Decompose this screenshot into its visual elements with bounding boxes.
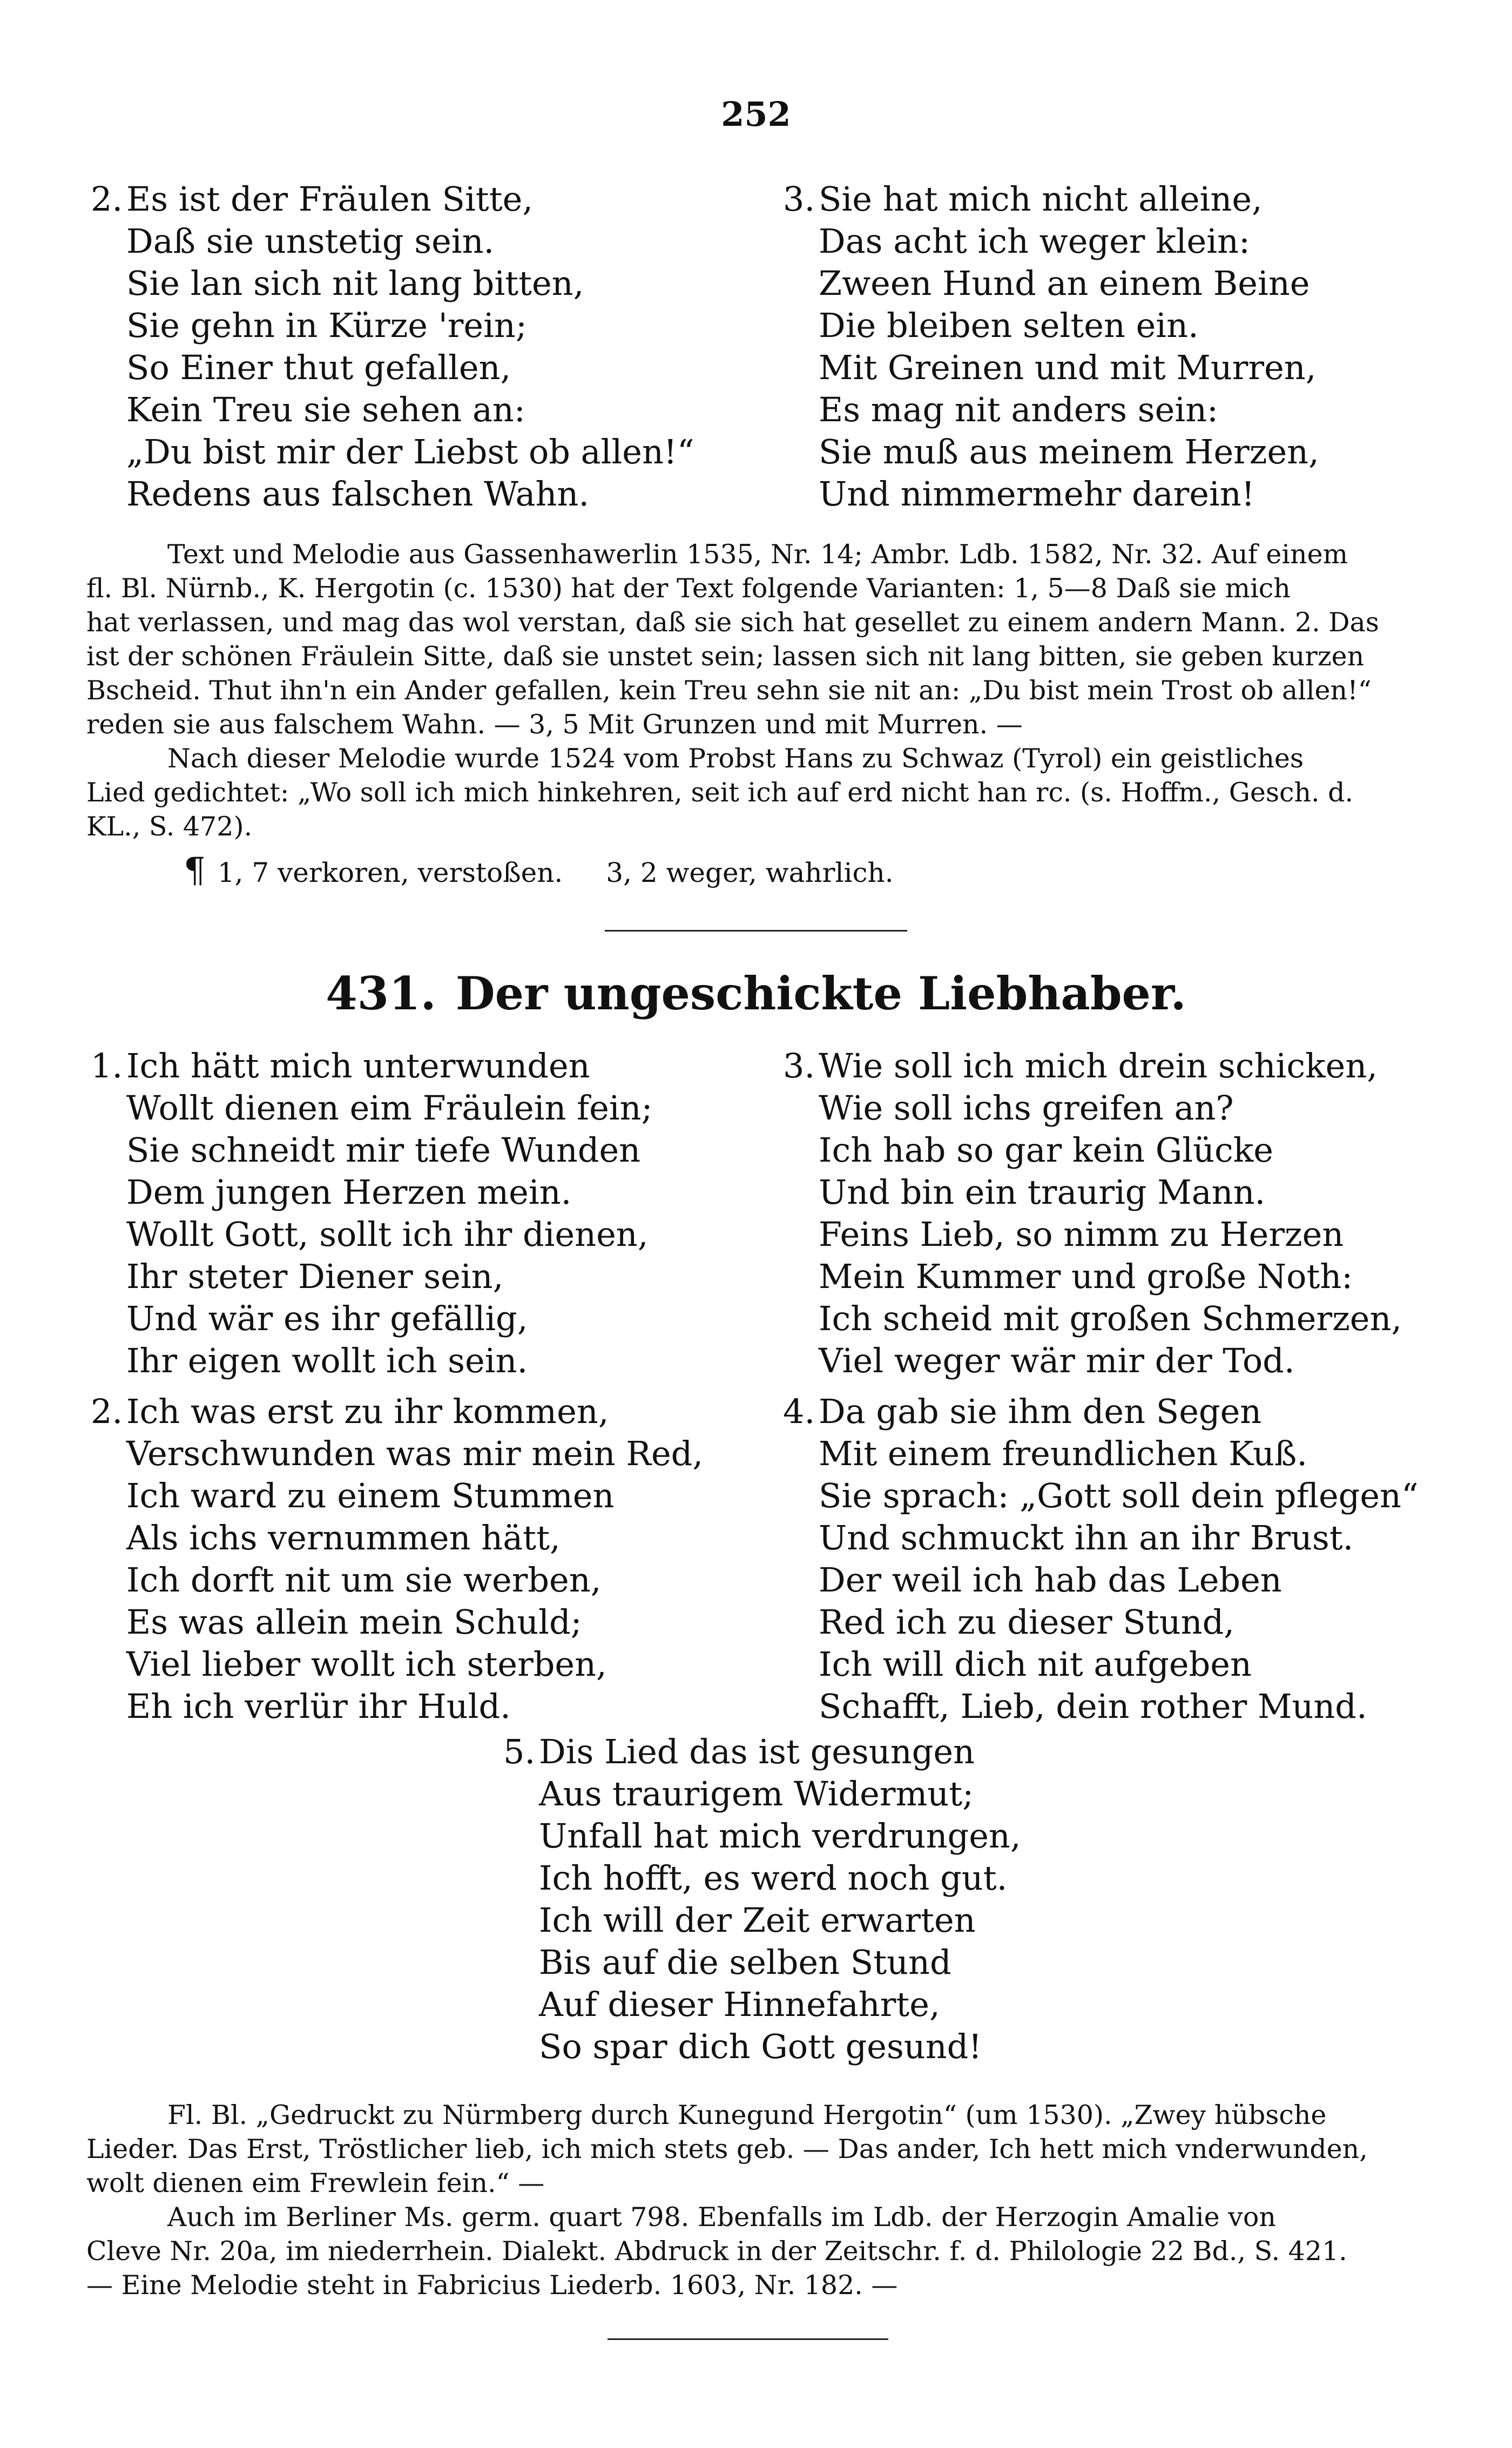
verse-line: Viel lieber wollt ich sterben, bbox=[126, 1644, 607, 1684]
note-line: Auch im Berliner Ms. germ. quart 798. Ebenfalls im Ldb. der Herzogin Amalie von bbox=[167, 2202, 1276, 2233]
note-line: fl. Bl. Nürnb., K. Hergotin (c. 1530) hat der Text folgende Varianten: 1, 5—8 Daß sie mich bbox=[86, 573, 1291, 604]
verse-line: Feins Lieb, so nimm zu Herzen bbox=[819, 1215, 1344, 1254]
verse-line: Ihr eigen wollt ich sein. bbox=[126, 1341, 528, 1380]
section-divider bbox=[605, 930, 907, 932]
stanza-number: 3. bbox=[783, 1046, 815, 1085]
verse-line: Sie gehn in Kürze 'rein; bbox=[126, 306, 527, 345]
verse-line: Ich hab so gar kein Glücke bbox=[819, 1130, 1273, 1170]
verse-line: Ihr steter Diener sein, bbox=[126, 1257, 504, 1296]
stanza-1 bbox=[91, 1045, 652, 1382]
note-line: Text und Melodie aus Gassenhawerlin 1535, Nr. 14; Ambr. Ldb. 1582, Nr. 32. Auf einem bbox=[167, 539, 1348, 570]
stanza-2 bbox=[91, 1391, 703, 1728]
stanza-3 bbox=[783, 1045, 1402, 1382]
verse-line: Der weil ich hab das Leben bbox=[819, 1560, 1282, 1600]
verse-line: Redens aus falschen Wahn. bbox=[126, 474, 590, 514]
verse-line: Wie soll ichs greifen an? bbox=[819, 1088, 1234, 1128]
note-line: Lieder. Das Erst, Tröstlicher lieb, ich mich stets geb. — Das ander, Ich hett mich vnderwunden, bbox=[86, 2134, 1368, 2164]
stanza-number: 4. bbox=[783, 1392, 815, 1431]
stanza-5 bbox=[503, 1731, 1021, 2068]
verse-line: Das acht ich weger klein: bbox=[819, 221, 1250, 261]
verse-line: Bis auf die selben Stund bbox=[539, 1943, 951, 1982]
verse-line: Sie sprach: „Gott soll dein pflegen“ bbox=[819, 1476, 1419, 1515]
verse-line: Ich scheid mit großen Schmerzen, bbox=[819, 1299, 1402, 1338]
verse-line: Sie lan sich nit lang bitten, bbox=[126, 264, 584, 303]
closing-divider bbox=[608, 2338, 888, 2340]
verse-line: Es was allein mein Schuld; bbox=[126, 1602, 582, 1642]
gloss-entry: 1, 7 verkoren, verstoßen. bbox=[217, 857, 563, 888]
verse-line: Kein Treu sie sehen an: bbox=[126, 390, 525, 429]
song-title-text: Der ungeschickte Liebhaber. bbox=[455, 967, 1186, 1020]
verse-line: Ich hofft, es werd noch gut. bbox=[539, 1858, 1008, 1898]
song-number: 431. bbox=[326, 967, 436, 1020]
note-line: Lied gedichtet: „Wo soll ich mich hinkehren, seit ich auf erd nicht han rc. (s. Hoffm., Gesch. d. bbox=[86, 777, 1354, 808]
verse-line: Ich hätt mich unterwunden bbox=[126, 1046, 590, 1085]
verse-line: Dem jungen Herzen mein. bbox=[126, 1172, 572, 1212]
verse-line: Es ist der Fräulen Sitte, bbox=[126, 179, 534, 219]
note-line: — Eine Melodie steht in Fabricius Liederb. 1603, Nr. 182. — bbox=[86, 2270, 898, 2301]
verse-line: Sie schneidt mir tiefe Wunden bbox=[126, 1130, 641, 1170]
verse-line: „Du bist mir der Liebst ob allen!“ bbox=[126, 432, 694, 471]
verse-line: So Einer thut gefallen, bbox=[126, 348, 511, 387]
note-line: KL., S. 472). bbox=[86, 811, 253, 842]
stanza-number: 3. bbox=[783, 179, 815, 219]
verse-line: Wollt dienen eim Fräulein fein; bbox=[126, 1088, 653, 1128]
verse-line: Auf dieser Hinnefahrte, bbox=[539, 1985, 940, 2024]
stanza-2-previous-song bbox=[91, 178, 694, 515]
verse-line: Verschwunden was mir mein Red, bbox=[126, 1434, 704, 1473]
verse-line: Mein Kummer und große Noth: bbox=[819, 1257, 1353, 1296]
gloss-entry: 3, 2 weger, wahrlich. bbox=[606, 857, 894, 888]
stanza-number: 2. bbox=[91, 179, 123, 219]
verse-line: Und bin ein traurig Mann. bbox=[819, 1172, 1266, 1212]
stanza-3-previous-song bbox=[783, 178, 1319, 515]
verse-line: Ich ward zu einem Stummen bbox=[126, 1476, 615, 1515]
page-number: 252 bbox=[721, 95, 791, 134]
gloss-line bbox=[184, 851, 894, 891]
note-line: hat verlassen, und mag das wol verstan, daß sie sich hat gesellet zu einem andern Mann. 2. Das bbox=[86, 607, 1379, 638]
verse-line: Sie muß aus meinem Herzen, bbox=[819, 432, 1319, 471]
verse-line: Es mag nit anders sein: bbox=[819, 390, 1218, 429]
stanza-number: 1. bbox=[91, 1046, 123, 1085]
verse-line: Und wär es ihr gefällig, bbox=[126, 1299, 528, 1338]
verse-line: Ich dorft nit um sie werben, bbox=[126, 1560, 602, 1600]
stanza-number: 2. bbox=[91, 1392, 123, 1431]
verse-line: Viel weger wär mir der Tod. bbox=[819, 1341, 1295, 1380]
verse-line: Die bleiben selten ein. bbox=[819, 306, 1199, 345]
verse-line: Zween Hund an einem Beine bbox=[819, 264, 1310, 303]
note-line: Cleve Nr. 20a, im niederrhein. Dialekt. Abdruck in der Zeitschr. f. d. Philologie 22 Bd., S. 421. bbox=[86, 2236, 1347, 2267]
verse-line: Da gab sie ihm den Segen bbox=[819, 1392, 1262, 1431]
verse-line: Aus traurigem Widermut; bbox=[539, 1774, 974, 1813]
verse-line: Sie hat mich nicht alleine, bbox=[819, 179, 1263, 219]
verse-line: Daß sie unstetig sein. bbox=[126, 221, 495, 261]
verse-line: Eh ich verlür ihr Huld. bbox=[126, 1687, 511, 1726]
verse-line: Wollt Gott, sollt ich ihr dienen, bbox=[126, 1215, 649, 1254]
verse-line: Mit einem freundlichen Kuß. bbox=[819, 1434, 1308, 1473]
verse-line: Ich will der Zeit erwarten bbox=[539, 1900, 976, 1940]
verse-line: Wie soll ich mich drein schicken, bbox=[819, 1046, 1378, 1085]
verse-line: Ich will dich nit aufgeben bbox=[819, 1644, 1252, 1684]
verse-line: Unfall hat mich verdrungen, bbox=[539, 1816, 1021, 1856]
verse-line: Ich was erst zu ihr kommen, bbox=[126, 1392, 609, 1431]
note-line: reden sie aus falschem Wahn. — 3, 5 Mit Grunzen und mit Murren. — bbox=[86, 709, 1023, 740]
note-line: Bscheid. Thut ihn'n ein Ander gefallen, kein Treu sehn sie nit an: „Du bist mein Trost ob allen!“ bbox=[86, 675, 1372, 706]
stanza-number: 5. bbox=[503, 1732, 536, 1771]
note-line: Nach dieser Melodie wurde 1524 vom Probst Hans zu Schwaz (Tyrol) ein geistliches bbox=[167, 743, 1304, 774]
note-line: Fl. Bl. „Gedruckt zu Nürmberg durch Kunegund Hergotin“ (um 1530). „Zwey hübsche bbox=[167, 2100, 1327, 2130]
note-line: ist der schönen Fräulein Sitte, daß sie unstet sein; lassen sich nit lang bitten, sie geben kurzen bbox=[86, 641, 1365, 672]
verse-line: Als ichs vernummen hätt, bbox=[126, 1518, 561, 1557]
verse-line: Schafft, Lieb, dein rother Mund. bbox=[819, 1687, 1367, 1726]
pilcrow-icon: ¶ bbox=[184, 851, 206, 891]
verse-line: Red ich zu dieser Stund, bbox=[819, 1602, 1234, 1642]
verse-line: Mit Greinen und mit Murren, bbox=[819, 348, 1317, 387]
verse-line: Dis Lied das ist gesungen bbox=[539, 1732, 975, 1771]
verse-line: Und schmuckt ihn an ihr Brust. bbox=[819, 1518, 1354, 1557]
source-note-song-431 bbox=[86, 2098, 1415, 2302]
stanza-4 bbox=[783, 1391, 1419, 1728]
verse-line: Und nimmermehr darein! bbox=[819, 474, 1255, 514]
note-line: wolt dienen eim Frewlein fein.“ — bbox=[86, 2168, 545, 2199]
verse-line: So spar dich Gott gesund! bbox=[539, 2027, 982, 2066]
source-note-previous-song bbox=[86, 537, 1415, 844]
song-title bbox=[0, 967, 1512, 1020]
